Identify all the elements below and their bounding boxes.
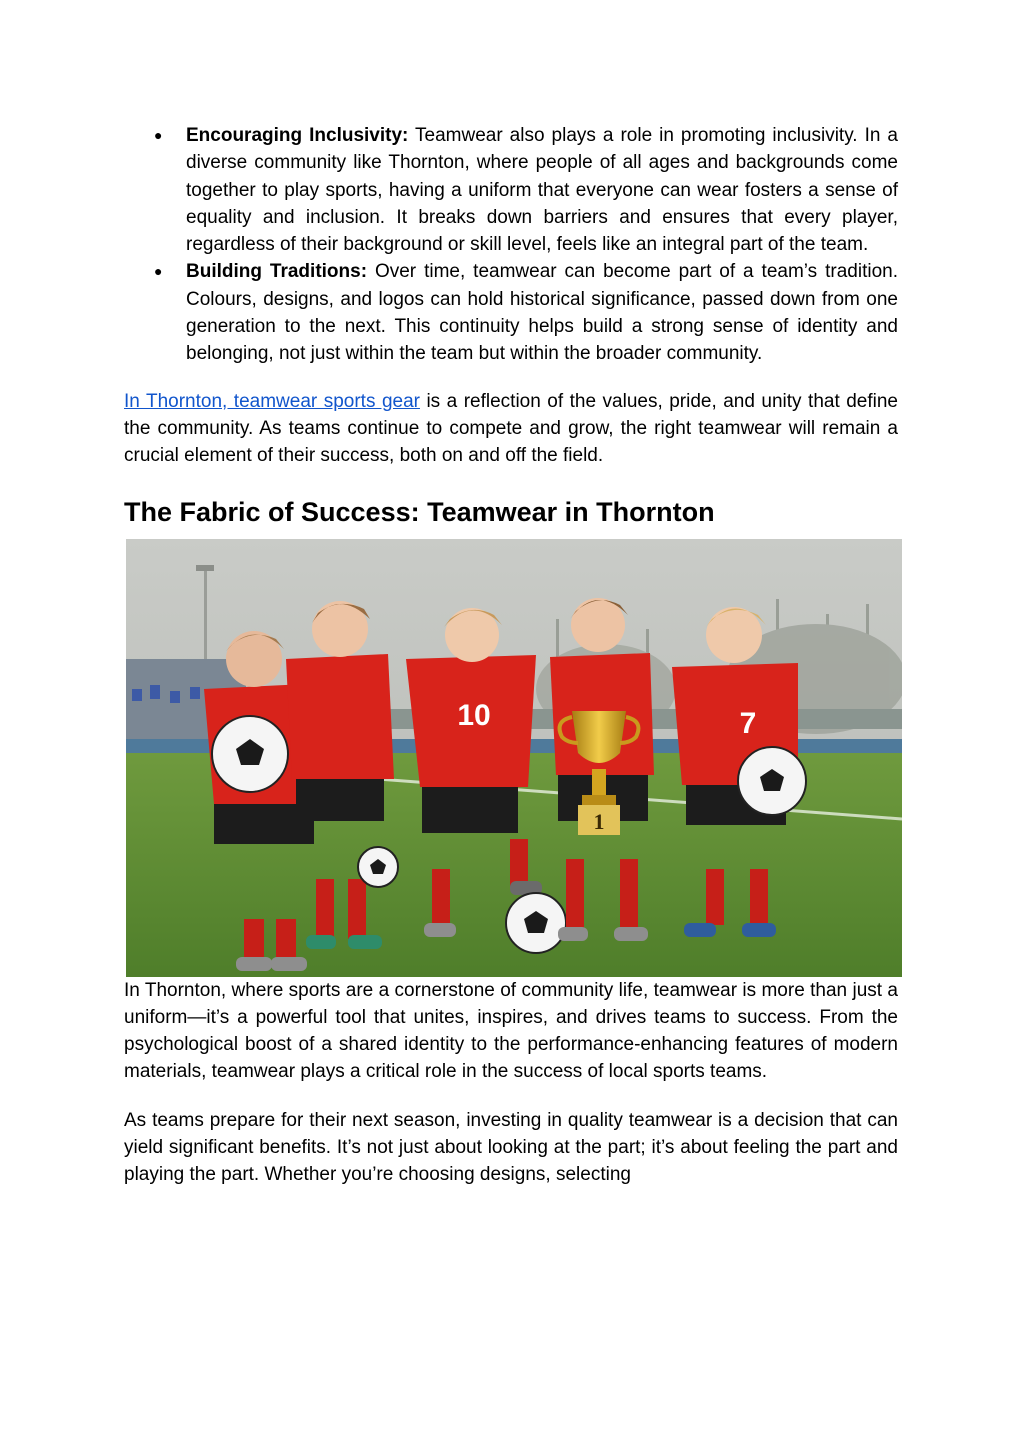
section-heading: The Fabric of Success: Teamwear in Thornton <box>124 496 715 527</box>
jersey-number: 10 <box>457 698 491 732</box>
document-page <box>124 122 898 1189</box>
bullet-text: Teamwear also plays a role in promoting inclusivity. In a diverse community like Thornton, where people of all ages and backgrounds come together to play sports, having a uniform that everyone can wear fosters a sense of equality and inclusion. It breaks down barriers and ensures that every player, regardless of their background or skill level, feels like an integral part of the team. <box>186 125 898 256</box>
bullet-dot-icon: ● <box>154 263 163 280</box>
bullet-text: Over time, teamwear can become part of a team’s tradition. Colours, designs, and logos can hold historical significance, passed down from one generation to the next. This continuity helps build a strong sense of identity and belonging, not just within the team but within the broader community. <box>186 261 898 365</box>
intro-text: is a reflection of the values, pride, and unity that define the community. As teams continue to compete and grow, the right teamwear will remain a crucial element of their success, both on and off the field. <box>124 390 898 467</box>
bullet-dot-icon: ● <box>154 127 163 143</box>
teamwear-link[interactable]: In Thornton, teamwear sports gear <box>124 390 420 412</box>
bullet-title: Building Traditions: <box>186 261 368 283</box>
paragraph-2: As teams prepare for their next season, investing in quality teamwear is a decision that can yield significant benefits. It’s not just about looking at the part; it’s about feeling the part and playing the part. Whether you’re choosing designs, selecting <box>124 1109 898 1186</box>
bullet-title: Encouraging Inclusivity: <box>186 125 409 146</box>
paragraph-1: In Thornton, where sports are a cornerstone of community life, teamwear is more than just a uniform—it’s a powerful tool that unites, inspires, and drives teams to success. From the psychological boost of a shared identity to the performance-enhancing features of modern materials, teamwear plays a critical role in the success of local sports teams. <box>124 979 898 1083</box>
bullet-list <box>124 122 898 368</box>
bullet-item-inclusivity <box>124 122 898 258</box>
bullet-item-traditions <box>124 258 898 367</box>
jersey-number: 7 <box>739 706 757 740</box>
team-photo-illustration <box>126 539 902 977</box>
intro-paragraph <box>124 388 898 470</box>
trophy-plate-number: 1 <box>593 808 605 834</box>
team-photo <box>126 539 902 977</box>
